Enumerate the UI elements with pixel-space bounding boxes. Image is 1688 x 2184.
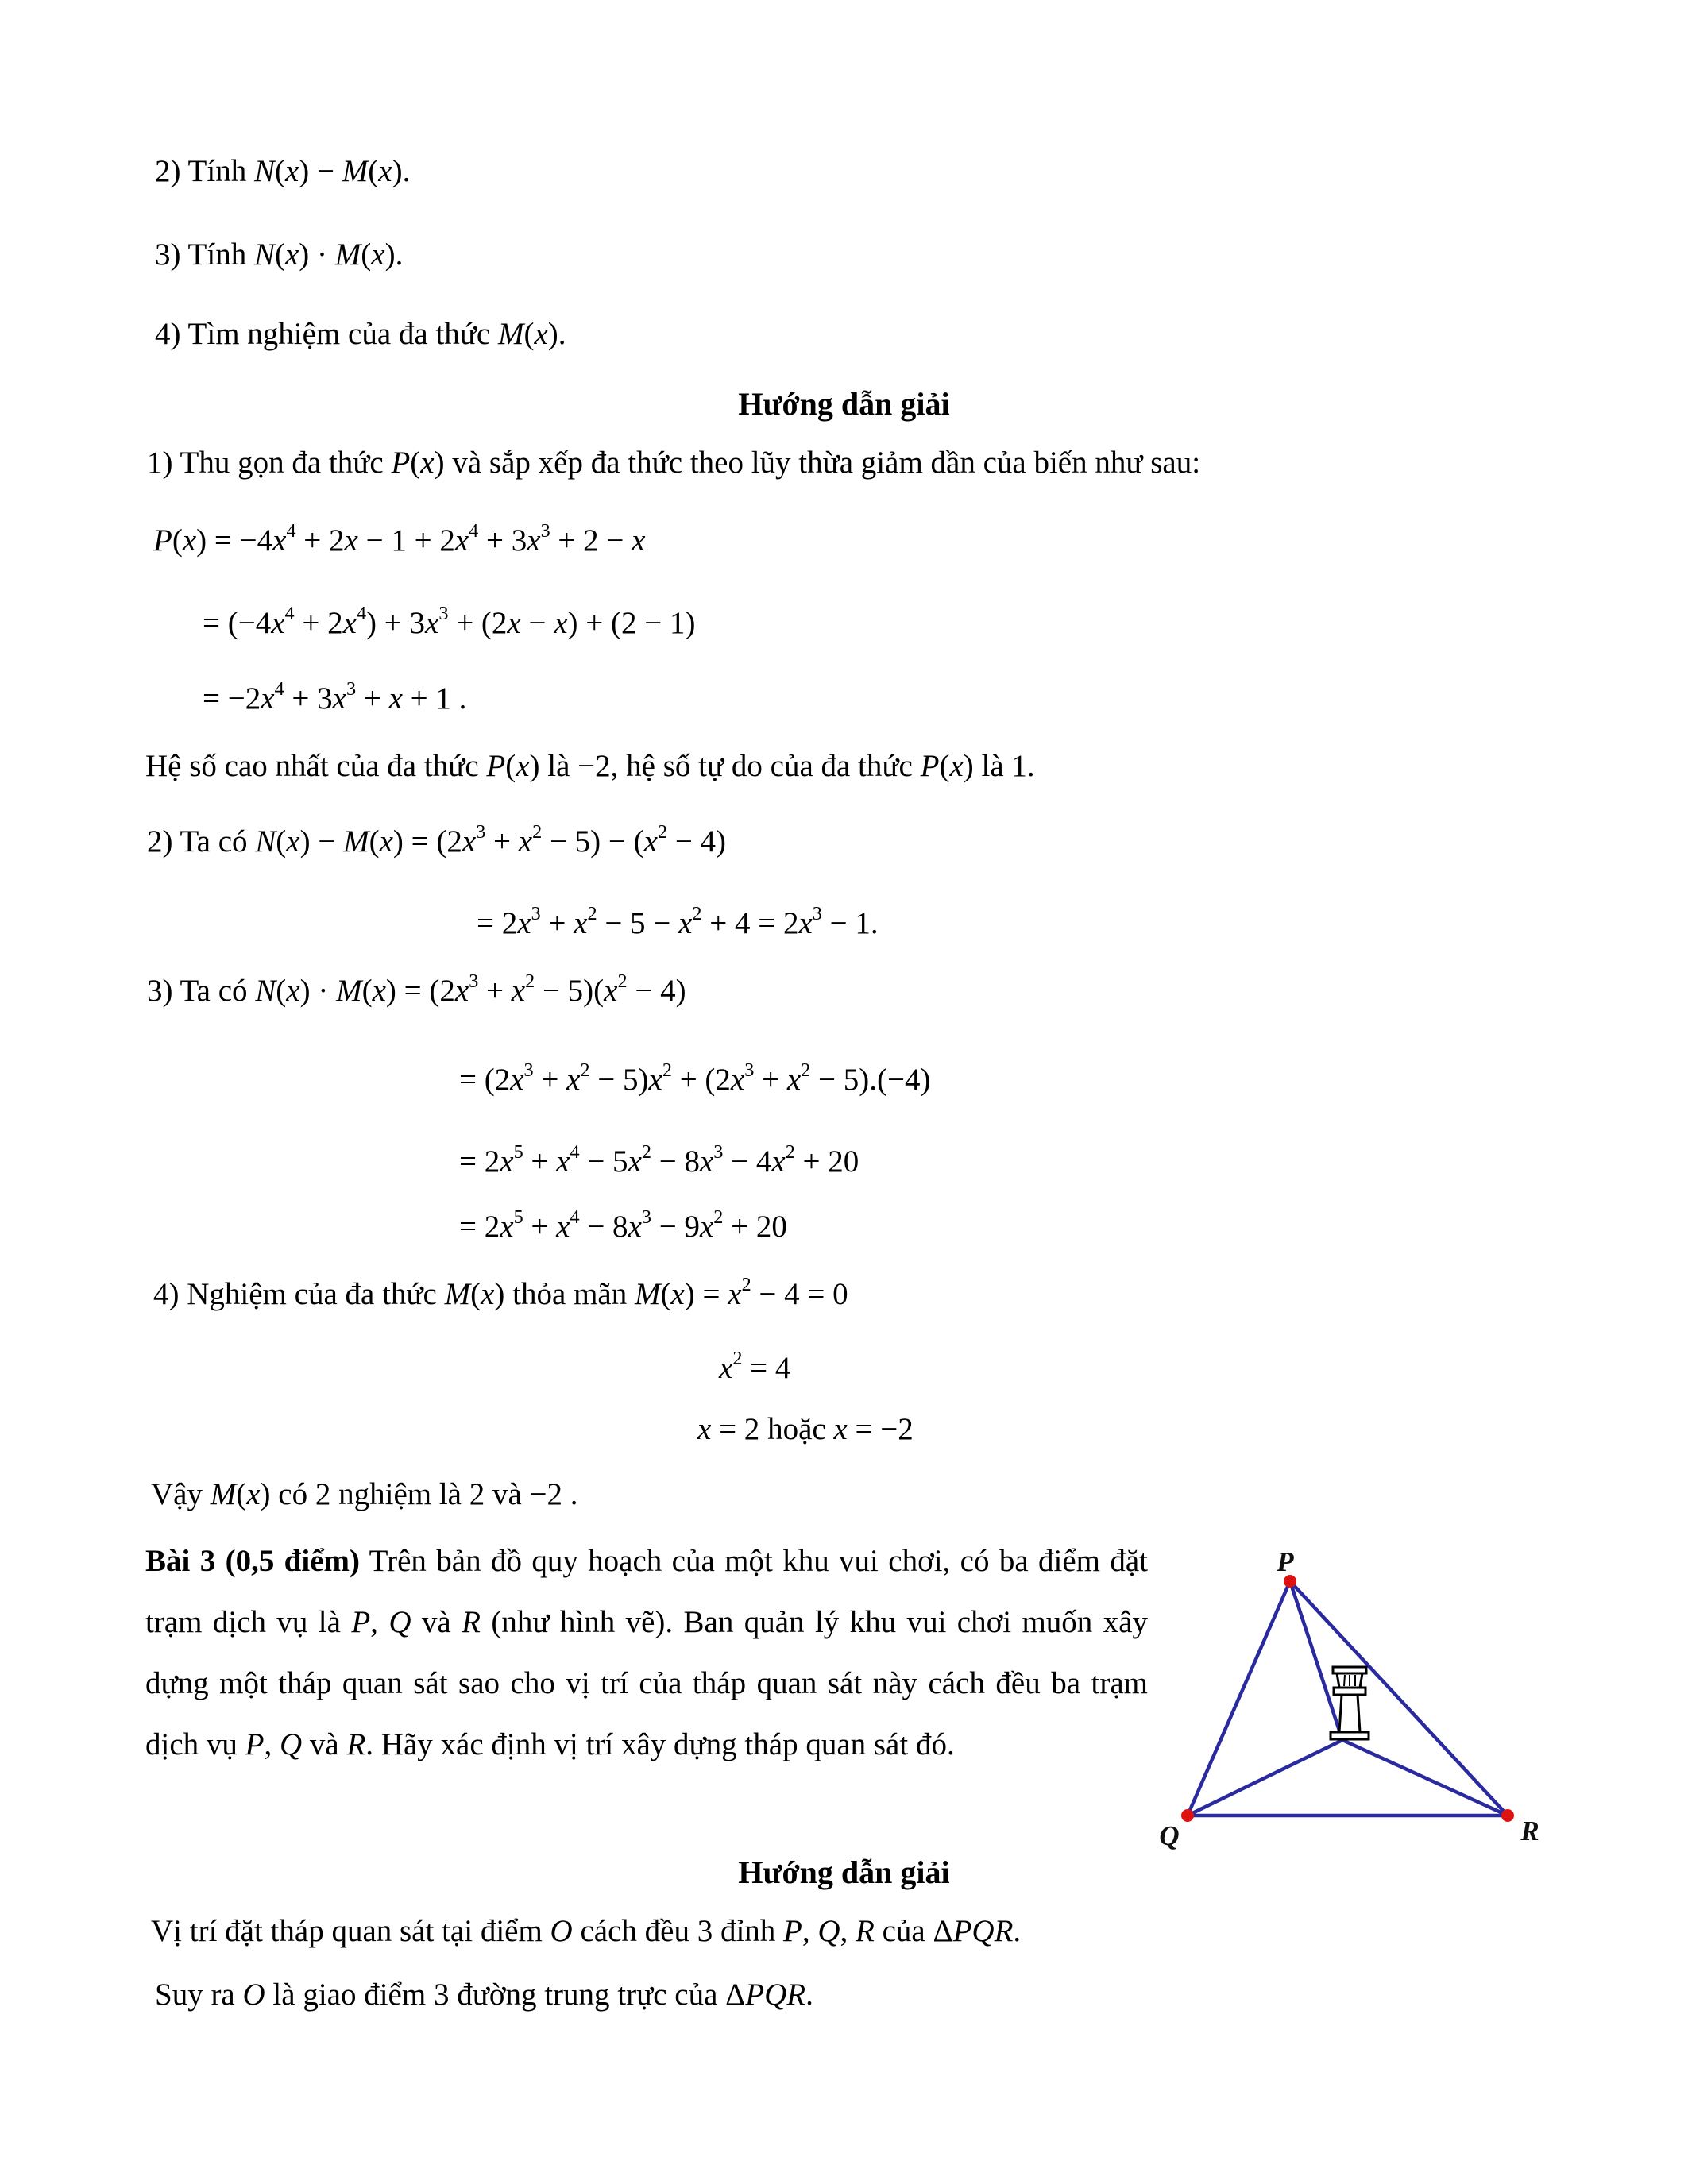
solution-step-4-eq1: $x^2 = 4$ bbox=[719, 1348, 791, 1385]
tower-solution-line-2: Suy ra O là giao điểm 3 đường trung trực của ΔPQR. bbox=[155, 1978, 813, 2012]
problem-item-2: 2) Tính N(x) − M(x). bbox=[155, 154, 411, 188]
tower-solution-line-1: Vị trí đặt tháp quan sát tại điểm O cách đều 3 đỉnh P, Q, R của ΔPQR. bbox=[151, 1914, 1022, 1948]
solution-step-4-eq2: x = 2 hoặc x = −2 bbox=[697, 1412, 914, 1446]
solution-heading-2: Hướng dẫn giải bbox=[738, 1854, 950, 1890]
edge-rp bbox=[1290, 1581, 1508, 1815]
tower-cap bbox=[1333, 1667, 1366, 1673]
solution-step-2-result: = $2x^3 + x^2 - 5 - x^2 + 4 = 2x^3 - 1$. bbox=[477, 903, 879, 940]
cevian-ro bbox=[1342, 1740, 1508, 1815]
solution-step-3-terms: = $2x^5 + x^4 - 5x^2 - 8x^3 - 4x^2 + 20$ bbox=[459, 1141, 859, 1179]
triangle-figure bbox=[1150, 1535, 1557, 1857]
solution-step-4: 4) Nghiệm của đa thức M(x) thỏa mãn $M(x) = x^2 - 4 = 0$ bbox=[153, 1274, 848, 1311]
vertex-label-r: R bbox=[1520, 1815, 1539, 1846]
problem-item-3: 3) Tính N(x) · M(x). bbox=[155, 237, 404, 272]
vertex-label-q: Q bbox=[1159, 1820, 1180, 1851]
vertex-label-p: P bbox=[1277, 1546, 1294, 1577]
equation-px-grouped: = $(-4x^4 + 2x^4) + 3x^3 + (2x - x) + (2 - 1)$ bbox=[203, 603, 696, 640]
solution-step-3: 3) Ta có $N(x) \cdot M(x) = (2x^3 + x^2 - 5)(x^2 - 4)$ bbox=[147, 970, 686, 1008]
solution-step-3-expand: = $(2x^3 + x^2 - 5)x^2 + (2x^3 + x^2 - 5).(-4)$ bbox=[459, 1059, 931, 1097]
solution-step-1-intro: 1) Thu gọn đa thức P(x) và sắp xếp đa thức theo lũy thừa giảm dần của biến như sau: bbox=[147, 446, 1201, 480]
edge-pq bbox=[1188, 1581, 1290, 1815]
coefficient-note: Hệ số cao nhất của đa thức P(x) là −2, hệ số tự do của đa thức P(x) là 1. bbox=[145, 749, 1035, 783]
solution-step-3-result: = $2x^5 + x^4 - 8x^3 - 9x^2 + 20$ bbox=[459, 1206, 787, 1244]
cevian-po bbox=[1290, 1581, 1342, 1740]
problem-item-4: 4) Tìm nghiệm của đa thức M(x). bbox=[155, 317, 566, 351]
solution-step-4-conclusion: Vậy M(x) có 2 nghiệm là 2 và −2 . bbox=[151, 1477, 578, 1511]
equation-px: $P(x) = -4x^4 + 2x - 1 + 2x^4 + 3x^3 + 2 - x$ bbox=[153, 520, 646, 558]
problem-3-statement: Bài 3 (0,5 điểm) Trên bản đồ quy hoạch của một khu vui chơi, có ba điểm đặt trạm dịch vụ là P, Q và R (như hình vẽ). Ban quản lý khu vui chơi muốn xây dựng một tháp quan sát sao cho vị trí của tháp quan sát này cách đều ba trạm dịch vụ P, Q và R. Hãy xác định vị trí xây dựng tháp quan sát đó. bbox=[145, 1544, 1149, 1761]
tower-base bbox=[1331, 1732, 1369, 1739]
tower-shaft bbox=[1339, 1695, 1360, 1732]
solution-heading-1: Hướng dẫn giải bbox=[738, 386, 950, 422]
equation-px-reduced: = $-2x^4 + 3x^3 + x + 1$ . bbox=[203, 678, 467, 716]
tower-icon bbox=[1331, 1667, 1369, 1739]
vertex-dot-q bbox=[1181, 1809, 1194, 1822]
cevian-qo bbox=[1188, 1740, 1342, 1815]
vertex-dot-r bbox=[1501, 1809, 1514, 1822]
tower-window bbox=[1344, 1675, 1345, 1686]
solution-step-2: 2) Ta có $N(x) - M(x) = (2x^3 + x^2 - 5) - (x^2 - 4)$ bbox=[147, 821, 727, 859]
